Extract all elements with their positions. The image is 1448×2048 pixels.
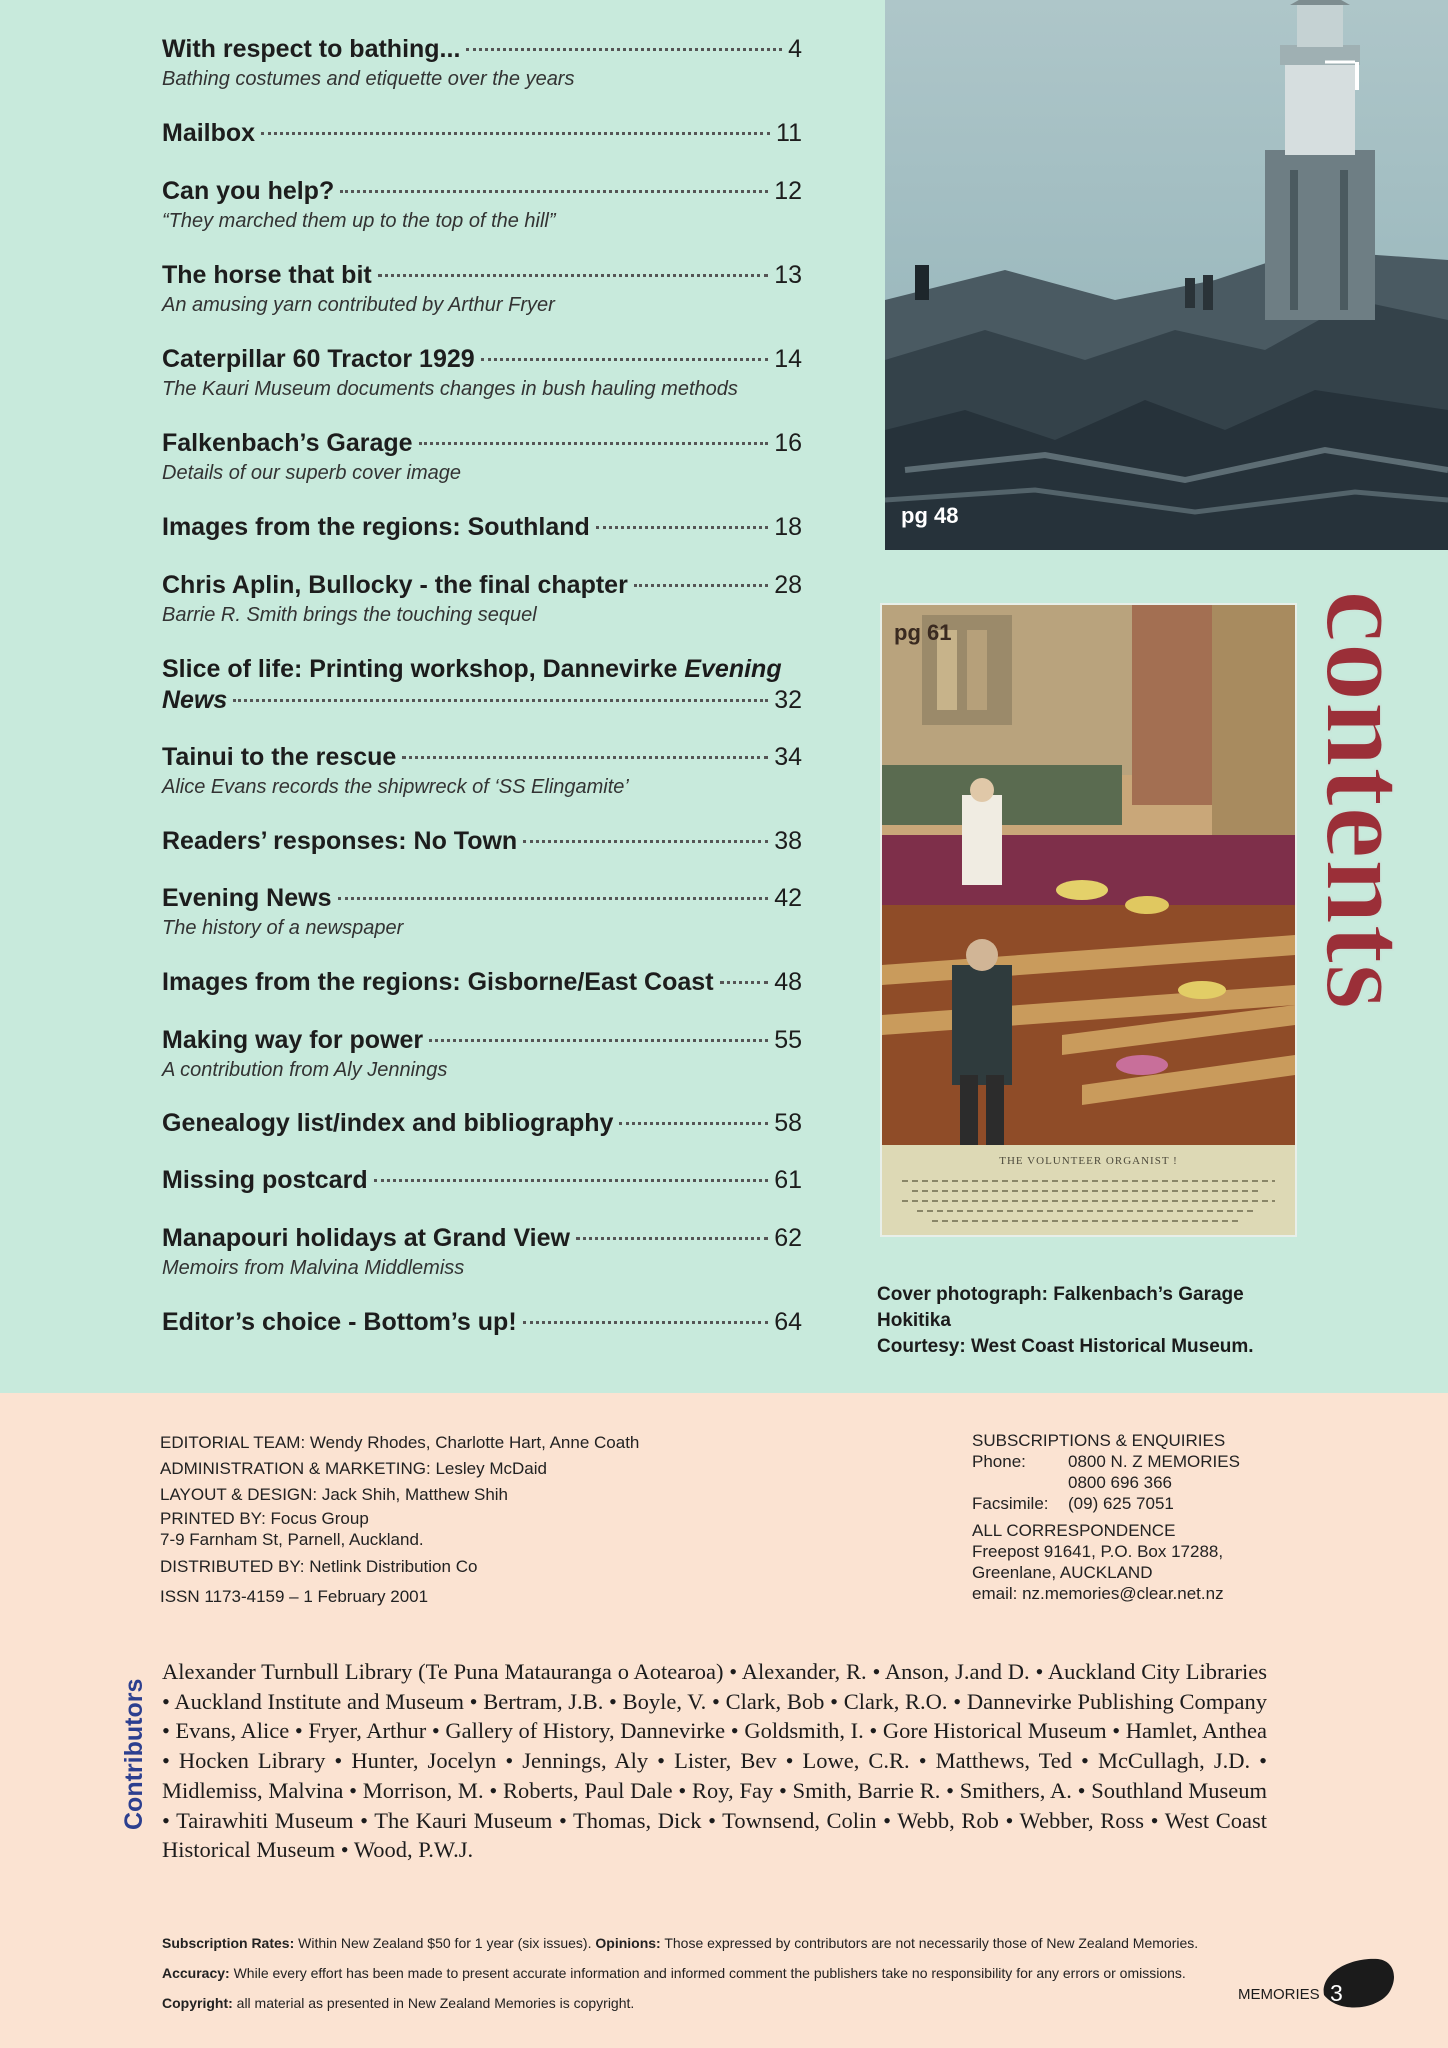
layout-design: LAYOUT & DESIGN: Jack Shih, Matthew Shih — [160, 1485, 509, 1504]
toc-item[interactable] — [162, 1223, 802, 1281]
fax-number: (09) 625 7051 — [1068, 1494, 1174, 1513]
toc-subtitle: Bathing costumes and etiquette over the years — [162, 68, 575, 90]
toc-title: News — [162, 686, 228, 714]
toc-title: Can you help? — [162, 177, 335, 205]
printed-by: PRINTED BY: Focus Group — [160, 1509, 369, 1528]
cover-caption-line: Hokitika — [877, 1310, 951, 1331]
toc-page: 58 — [774, 1109, 802, 1137]
toc-item[interactable] — [162, 1108, 802, 1138]
toc-title: Tainui to the rescue — [162, 743, 397, 771]
copyright-label: Copyright: — [162, 1995, 233, 2011]
toc-page: 32 — [774, 686, 802, 714]
toc-page: 64 — [774, 1308, 802, 1336]
toc-item[interactable] — [162, 1025, 802, 1083]
toc-page: 61 — [774, 1166, 802, 1194]
opinions-text: Those expressed by contributors are not necessarily those of New Zealand Memories. — [664, 1935, 1199, 1951]
toc-subtitle: Memoirs from Malvina Middlemiss — [162, 1257, 465, 1279]
toc-title: Images from the regions: Gisborne/East Coast — [162, 968, 714, 996]
toc-title: Making way for power — [162, 1026, 424, 1054]
toc-page: 13 — [774, 261, 802, 289]
opinions-label: Opinions: — [595, 1935, 661, 1951]
toc-title-italic: Evening — [684, 655, 782, 683]
subscriptions-block — [972, 1430, 1240, 1604]
correspondence-address: Freepost 91641, P.O. Box 17288, — [972, 1542, 1224, 1561]
phone-number[interactable]: 0800 696 366 — [1068, 1473, 1172, 1492]
toc-title: Evening News — [162, 884, 332, 912]
toc-page: 38 — [774, 827, 802, 855]
toc-item[interactable] — [162, 742, 802, 800]
correspondence-address: Greenlane, AUCKLAND — [972, 1563, 1153, 1582]
toc-item[interactable] — [162, 260, 802, 318]
toc-subtitle: Barrie R. Smith brings the touching sequel — [162, 604, 537, 626]
toc-title: Chris Aplin, Bullocky - the final chapter — [162, 571, 628, 599]
phone-number[interactable]: 0800 N. Z MEMORIES — [1068, 1452, 1240, 1471]
toc-title: Images from the regions: Southland — [162, 513, 590, 541]
fax-label: Facsimile: — [972, 1494, 1049, 1513]
accuracy-label: Accuracy: — [162, 1965, 230, 1981]
credits-block — [160, 1430, 639, 1610]
toc-item[interactable] — [162, 967, 802, 997]
administration: ADMINISTRATION & MARKETING: Lesley McDaid — [160, 1459, 547, 1478]
magazine-name: MEMORIES — [1238, 1986, 1320, 2003]
contributors-label — [118, 1660, 148, 1830]
contributors-word: Contributors — [120, 1678, 148, 1830]
toc-page: 18 — [774, 513, 802, 541]
distributed-by: DISTRIBUTED BY: Netlink Distribution Co — [160, 1557, 478, 1576]
toc-title: Manapouri holidays at Grand View — [162, 1224, 570, 1252]
contributors-list: Alexander Turnbull Library (Te Puna Matauranga o Aotearoa) • Alexander, R. • Anson, J.and D. • Auckland City Libraries • Auckland Institute and Museum • Bertram, J.B. • Boyle, V. • Clark, Bob • Clark, R.O. • Dannevirke Publishing Company • Evans, Alice • Fryer, Arthur • Gallery of History, Dannevirke • Goldsmith, I. • Gore Historical Museum • Hamlet, Anthea • Hocken Library • Hunter, Jocelyn • Jennings, Aly • Lister, Bev • Lowe, C.R. • Matthews, Ted • McCullagh, J.D. • Midlemiss, Malvina • Morrison, M. • Roberts, Paul Dale • Roy, Fay • Smith, Barrie R. • Smithers, A. • Southland Museum • Tairawhiti Museum • The Kauri Museum • Thomas, Dick • Townsend, Colin • Webb, Rob • Webber, Ross • West Coast Historical Museum • Wood, P.W.J. — [162, 1659, 1267, 1863]
toc-item[interactable] — [162, 34, 802, 92]
cover-caption-line: Courtesy: West Coast Historical Museum. — [877, 1336, 1254, 1357]
toc-subtitle: Alice Evans records the shipwreck of ‘SS Elingamite’ — [162, 776, 629, 798]
printed-address: 7-9 Farnham St, Parnell, Auckland. — [160, 1530, 424, 1549]
toc-title: Genealogy list/index and bibliography — [162, 1109, 614, 1137]
toc-page: 11 — [776, 119, 802, 147]
toc-subtitle: “They marched them up to the top of the hill” — [162, 210, 556, 232]
toc-subtitle: An amusing yarn contributed by Arthur Fryer — [162, 294, 555, 316]
cover-caption-line: Cover photograph: Falkenbach’s Garage — [877, 1284, 1244, 1305]
toc-item[interactable] — [162, 118, 802, 148]
postcard-handwriting — [902, 1175, 1275, 1225]
toc-item[interactable] — [162, 883, 802, 941]
toc-title: Editor’s choice - Bottom’s up! — [162, 1308, 517, 1336]
copyright-text: all material as presented in New Zealand Memories is copyright. — [236, 1995, 635, 2011]
toc-item[interactable] — [162, 428, 802, 486]
toc-item[interactable] — [162, 512, 802, 542]
toc-title: The horse that bit — [162, 261, 372, 289]
toc-title: Missing postcard — [162, 1166, 368, 1194]
toc-title: Caterpillar 60 Tractor 1929 — [162, 345, 475, 373]
contents-word: contents — [1305, 590, 1425, 1010]
toc-subtitle: Details of our superb cover image — [162, 462, 462, 484]
toc-subtitle: A contribution from Aly Jennings — [162, 1059, 448, 1081]
issn: ISSN 1173-4159 – 1 February 2001 — [160, 1587, 429, 1606]
phone-label: Phone: — [972, 1452, 1026, 1471]
toc-title: With respect to bathing... — [162, 35, 461, 63]
toc-subtitle: The history of a newspaper — [162, 917, 404, 939]
toc-page: 12 — [774, 177, 802, 205]
postcard-photo[interactable] — [880, 603, 1297, 1237]
page-number: 3 — [1330, 1980, 1343, 2006]
contents-title — [1305, 590, 1425, 1150]
toc-page: 48 — [774, 968, 802, 996]
rates-text: Within New Zealand $50 for 1 year (six issues). — [298, 1935, 592, 1951]
toc-page: 62 — [774, 1224, 802, 1252]
toc-title: Slice of life: Printing workshop, Dannevirke — [162, 655, 678, 683]
toc-item[interactable] — [162, 1307, 802, 1337]
toc-item[interactable] — [162, 826, 802, 856]
page-label: pg 48 — [901, 503, 959, 528]
toc-title: Readers’ responses: No Town — [162, 827, 518, 855]
fine-print — [162, 1928, 1242, 2018]
rates-label: Subscription Rates: — [162, 1935, 295, 1951]
toc-title: Mailbox — [162, 119, 256, 147]
toc-subtitle: The Kauri Museum documents changes in bush hauling methods — [162, 378, 738, 400]
toc-title: Falkenbach’s Garage — [162, 429, 413, 457]
subscriptions-heading: SUBSCRIPTIONS & ENQUIRIES — [972, 1431, 1226, 1450]
toc-page: 16 — [774, 429, 802, 457]
toc-page: 42 — [774, 884, 802, 912]
toc-page: 55 — [774, 1026, 802, 1054]
toc-page: 4 — [788, 35, 802, 63]
email-link[interactable]: email: nz.memories@clear.net.nz — [972, 1584, 1224, 1603]
toc-item[interactable] — [162, 344, 802, 402]
toc-page: 28 — [774, 571, 802, 599]
correspondence-heading: ALL CORRESPONDENCE — [972, 1521, 1176, 1540]
postcard-caption: THE VOLUNTEER ORGANIST ! — [999, 1155, 1178, 1167]
toc-item[interactable] — [162, 653, 802, 715]
toc-item[interactable] — [162, 570, 802, 628]
accuracy-text: While every effort has been made to present accurate information and informed comment the publishers take no responsibility for any errors or omissions. — [233, 1965, 1186, 1981]
toc-item[interactable] — [162, 176, 802, 234]
editorial-team: EDITORIAL TEAM: Wendy Rhodes, Charlotte Hart, Anne Coath — [160, 1433, 640, 1452]
lighthouse-photo[interactable] — [885, 0, 1448, 550]
toc-page: 34 — [774, 743, 802, 771]
toc-page: 14 — [774, 345, 802, 373]
page-label: pg 61 — [894, 620, 952, 645]
toc-item[interactable] — [162, 1165, 802, 1195]
cover-caption — [877, 1282, 1317, 1360]
